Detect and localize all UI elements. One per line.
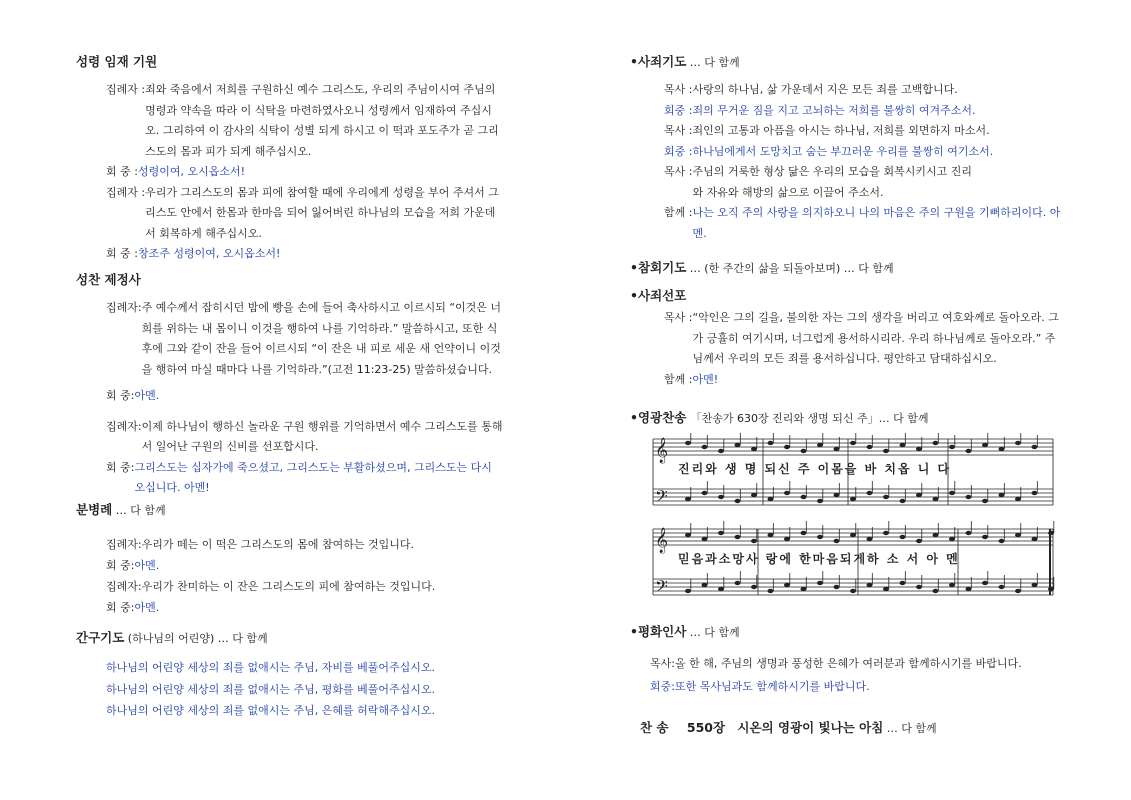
note-head <box>933 497 939 501</box>
note-head <box>982 535 988 539</box>
section-title-text: •영광찬송 <box>630 410 687 425</box>
hymn-number: 550장 <box>686 720 726 735</box>
note-head <box>867 583 873 587</box>
dialog-line <box>106 417 504 458</box>
note-head <box>883 495 889 499</box>
note-head <box>883 449 889 453</box>
speaker-label: 집례자: <box>106 301 142 314</box>
note-head <box>702 583 708 587</box>
dialog-line <box>106 80 504 162</box>
dialog-line <box>664 80 1064 101</box>
note-head <box>966 531 972 535</box>
note-head <box>718 449 724 453</box>
note-head <box>867 491 873 495</box>
svg-text:𝄢: 𝄢 <box>655 486 668 510</box>
dialog-line <box>106 244 504 265</box>
note-head <box>751 585 757 589</box>
note-head <box>867 445 873 449</box>
speaker-label: 집례자 : <box>106 83 146 96</box>
dialog-line <box>106 183 504 245</box>
line-text: 나는 오직 주의 사랑을 의지하오니 나의 마음은 주의 구원을 기뻐하리이다. 아멘. <box>692 206 1061 240</box>
note-head <box>867 537 873 541</box>
note-head <box>933 533 939 537</box>
note-head <box>702 445 708 449</box>
note-head <box>1015 441 1021 445</box>
note-head <box>1032 537 1038 541</box>
line-text: 우리가 찬미하는 이 잔은 그리스도의 피에 참여하는 것입니다. <box>141 580 436 593</box>
line-text: 우리가 그리스도의 몸과 피에 참여할 때에 우리에게 성령을 부어 주셔서 그리스도 안에서 한몸과 한마음 되어 잃어버린 하나님의 모습을 저희 가운데서 회복하게 해주십시오. <box>145 185 499 240</box>
line-text: 죄인의 고통과 아픔을 아시는 하나님, 저희를 외면하지 마소서. <box>692 124 990 137</box>
section-subtitle: … 다 함께 <box>686 56 740 69</box>
note-head <box>817 535 823 539</box>
dialog-line <box>106 458 504 499</box>
section-subtitle: … 다 함께 <box>112 504 166 517</box>
note-head <box>916 539 922 543</box>
note-head <box>999 585 1005 589</box>
speaker-label: 목사 : <box>664 165 693 178</box>
section-title-agnus-dei <box>76 628 268 649</box>
note-head <box>1048 531 1054 535</box>
note-head <box>817 443 823 447</box>
section-title-fraction <box>76 500 166 521</box>
dialog-line <box>106 555 504 576</box>
speaker-label: 회 중: <box>106 559 135 572</box>
svg-text:𝄞: 𝄞 <box>655 438 669 463</box>
note-head <box>735 443 741 447</box>
dialog-line <box>106 298 504 380</box>
note-head <box>1032 583 1038 587</box>
peace-dialog <box>650 652 1070 698</box>
speaker-label: 회 중 : <box>106 247 138 260</box>
note-head <box>685 589 691 593</box>
note-head <box>1032 445 1038 449</box>
note-head <box>982 499 988 503</box>
section-title-hymn <box>640 718 937 739</box>
dialog-line <box>664 142 1064 163</box>
note-head <box>702 491 708 495</box>
svg-text:𝄢: 𝄢 <box>655 576 668 600</box>
note-head <box>966 587 972 591</box>
speaker-label: 목사 : <box>664 83 693 96</box>
dialog-line <box>664 203 1064 244</box>
note-head <box>817 499 823 503</box>
hymn-title: 시온의 영광이 빛나는 아침 <box>737 720 884 735</box>
speaker-label: 집례자: <box>106 419 142 433</box>
note-head <box>801 449 807 453</box>
note-head <box>949 491 955 495</box>
note-head <box>1032 491 1038 495</box>
dialog-line <box>664 162 1064 203</box>
line-text: 아멘. <box>134 559 160 572</box>
speaker-label: 목사: <box>650 657 675 670</box>
note-head <box>817 581 823 585</box>
note-head <box>702 537 708 541</box>
note-head <box>900 581 906 585</box>
note-head <box>999 447 1005 451</box>
note-head <box>982 581 988 585</box>
score-lyrics-line-1: 진리와 생 명 되신 주 이몸을 바 치옵 니 다 <box>678 462 952 476</box>
note-head <box>966 449 972 453</box>
prayer-line: 하나님의 어린양 세상의 죄를 없애시는 주님, 자비를 베풀어주십시오. <box>106 661 435 674</box>
dialog-line <box>106 534 504 555</box>
speaker-label: 회 중: <box>106 389 135 402</box>
note-head <box>718 495 724 499</box>
line-text: 또한 목사님과도 함께하시기를 바랍니다. <box>674 680 870 693</box>
note-head <box>768 533 774 537</box>
note-head <box>685 533 691 537</box>
speaker-label: 목사 : <box>664 124 693 137</box>
note-head <box>834 493 840 497</box>
note-head <box>718 587 724 591</box>
section-title-peace <box>630 622 740 643</box>
speaker-label: 회 중: <box>106 601 135 614</box>
score-lyrics-line-2: 믿음과소망사 랑에 한마음되게하 소 서 아 멘 <box>678 552 960 566</box>
dialog-line <box>650 652 1070 675</box>
section-title-gloria <box>630 408 929 429</box>
note-head <box>784 583 790 587</box>
line-text: 성령이여, 오시옵소서! <box>137 165 245 178</box>
note-head <box>883 531 889 535</box>
speaker-label: 함께 : <box>664 206 693 219</box>
line-text: 아멘! <box>692 372 719 386</box>
speaker-label: 회중 : <box>664 103 693 117</box>
section-title-text: •평화인사 <box>630 624 687 639</box>
dialog-line <box>664 308 1060 370</box>
section-title-confession <box>630 52 740 73</box>
svg-text:𝄞: 𝄞 <box>655 528 669 553</box>
hymn-score <box>648 433 1058 603</box>
note-head <box>768 497 774 501</box>
note-head <box>933 589 939 593</box>
line-text: 우리가 떼는 이 떡은 그리스도의 몸에 참여하는 것입니다. <box>141 538 414 551</box>
note-head <box>751 539 757 543</box>
note-head <box>900 499 906 503</box>
note-head <box>916 585 922 589</box>
note-head <box>949 537 955 541</box>
line-text: 주님의 거룩한 형상 닮은 우리의 모습을 회복시키시고 진리와 자유와 해방의 삶으로 이끌어 주소서. <box>692 165 972 199</box>
dialog-line <box>664 370 1060 391</box>
note-head <box>751 493 757 497</box>
section-subtitle: … (한 주간의 삶을 되돌아보며) … 다 함께 <box>686 262 894 275</box>
section-subtitle: … 다 함께 <box>686 626 740 639</box>
note-head <box>751 447 757 451</box>
prayer-line: 하나님의 어린양 세상의 죄를 없애시는 주님, 은혜를 허락해주십시오. <box>106 704 435 717</box>
line-text: 창조주 성령이여, 오시옵소서! <box>137 247 281 260</box>
line-text: 아멘. <box>134 389 160 402</box>
note-head <box>834 447 840 451</box>
dialog-line <box>650 675 1070 698</box>
speaker-label: 회 중: <box>106 460 135 474</box>
note-head <box>768 441 774 445</box>
note-head <box>850 589 856 593</box>
speaker-label: 목사 : <box>664 311 693 324</box>
line-text: 아멘. <box>134 601 160 614</box>
speaker-label: 함께 : <box>664 372 693 386</box>
note-head <box>834 585 840 589</box>
speaker-label: 회 중 : <box>106 165 138 178</box>
section-title-text: •참회기도 <box>630 260 687 275</box>
section-subtitle: (하나님의 어린양) … 다 함께 <box>124 632 268 645</box>
note-head <box>1048 587 1054 591</box>
note-head <box>685 441 691 445</box>
confession-dialog <box>664 80 1064 244</box>
section-title-institution: 성찬 제정사 <box>76 272 141 287</box>
note-head <box>999 539 1005 543</box>
section-title-text: 간구기도 <box>76 630 125 645</box>
note-head <box>916 493 922 497</box>
note-head <box>982 443 988 447</box>
note-head <box>850 497 856 501</box>
section-title-text: 분병례 <box>76 502 113 517</box>
note-head <box>1015 497 1021 501</box>
line-text: 죄와 죽음에서 저희를 구원하신 예수 그리스도, 우리의 주님이시여 주님의 명령과 약속을 따라 이 식탁을 마련하였사오니 성령께서 임재하여 주십시오. 그리하여 이 감사의 식탁이 성별 되게 하시고 이 떡과 포도주가 곧 그리스도의 몸과 피가 되게 해주십시오. <box>145 83 499 158</box>
note-head <box>850 533 856 537</box>
line-text: 이제 하나님이 행하신 놀라운 구원 행위를 기억하면서 예수 그리스도를 통해서 일어난 구원의 신비를 선포합시다. <box>141 419 503 453</box>
speaker-label: 집례자: <box>106 538 142 551</box>
dialog-line <box>106 597 504 618</box>
section-subtitle: 「찬송가 630장 진리와 생명 되신 주」… 다 함께 <box>690 412 929 425</box>
section-subtitle: … 다 함께 <box>883 722 937 735</box>
line-text: 올 한 해, 주님의 생명과 풍성한 은혜가 여러분과 함께하시기를 바랍니다. <box>674 657 1022 670</box>
line-text: 주 예수께서 잡히시던 밤에 빵을 손에 들어 축사하시고 이르시되 “이것은 너희를 위하는 내 몸이니 이것을 행하여 나를 기억하라.” 말씀하시고, 또한 식후에 그와 같이 잔을 들어 이르시되 “이 잔은 내 피로 세운 새 언약이니 이것을 행하여 마실 때마다 나를 기억하라.”(고전 11:23-25) 말씀하셨습니다. <box>141 301 502 376</box>
line-text: 하나님에게서 도망치고 숨는 부끄러운 우리를 불쌍히 여기소서. <box>692 144 994 158</box>
dialog-line <box>106 162 504 183</box>
note-head <box>850 441 856 445</box>
epiclesis-dialog <box>106 80 504 265</box>
note-head <box>999 493 1005 497</box>
line-text: 사랑의 하나님, 삶 가운데서 지은 모든 죄를 고백합니다. <box>692 83 958 96</box>
speaker-label: 회중: <box>650 680 675 693</box>
section-title-epiclesis: 성령 임재 기원 <box>76 54 158 69</box>
note-head <box>784 445 790 449</box>
note-head <box>768 589 774 593</box>
section-title-absolution: •사죄선포 <box>630 288 687 303</box>
note-head <box>1015 589 1021 593</box>
dialog-line <box>106 386 504 407</box>
fraction-dialog <box>106 534 504 618</box>
dialog-line <box>664 101 1064 122</box>
note-head <box>735 581 741 585</box>
speaker-label: 집례자 : <box>106 185 146 199</box>
note-head <box>1015 533 1021 537</box>
note-head <box>949 445 955 449</box>
line-text: 죄의 무거운 짐을 지고 고뇌하는 저희를 불쌍히 여겨주소서. <box>692 103 976 117</box>
dialog-line <box>106 576 504 597</box>
speaker-label: 회중 : <box>664 144 693 158</box>
note-head <box>801 531 807 535</box>
note-head <box>900 535 906 539</box>
section-title-repentance <box>630 258 894 279</box>
line-text: 그리스도는 십자가에 죽으셨고, 그리스도는 부활하셨으며, 그리스도는 다시 오십니다. 아멘! <box>134 460 492 494</box>
institution-dialog <box>106 298 504 499</box>
note-head <box>949 583 955 587</box>
note-head <box>784 491 790 495</box>
prayer-line: 하나님의 어린양 세상의 죄를 없애시는 주님, 평화를 베풀어주십시오. <box>106 683 435 696</box>
line-text: “악인은 그의 길을, 불의한 자는 그의 생각을 버리고 여호와께로 돌아오라. 그가 긍휼히 여기시며, 너그럽게 용서하시리라. 우리 하나님께로 돌아오라.” 주님께서 우리의 모든 죄를 용서하십니다. 평안하고 담대하십시오. <box>692 311 1059 365</box>
note-head <box>900 443 906 447</box>
note-head <box>718 531 724 535</box>
note-head <box>735 535 741 539</box>
note-head <box>735 499 741 503</box>
dialog-line <box>664 121 1064 142</box>
note-head <box>784 537 790 541</box>
note-head <box>801 587 807 591</box>
note-head <box>916 447 922 451</box>
note-head <box>834 539 840 543</box>
absolution-dialog <box>664 308 1060 390</box>
speaker-label: 집례자: <box>106 580 142 593</box>
section-title-text: •사죄기도 <box>630 54 687 69</box>
note-head <box>883 587 889 591</box>
note-head <box>685 497 691 501</box>
note-head <box>801 495 807 499</box>
note-head <box>966 495 972 499</box>
section-title-text: 찬 송 <box>640 720 669 735</box>
note-head <box>933 441 939 445</box>
